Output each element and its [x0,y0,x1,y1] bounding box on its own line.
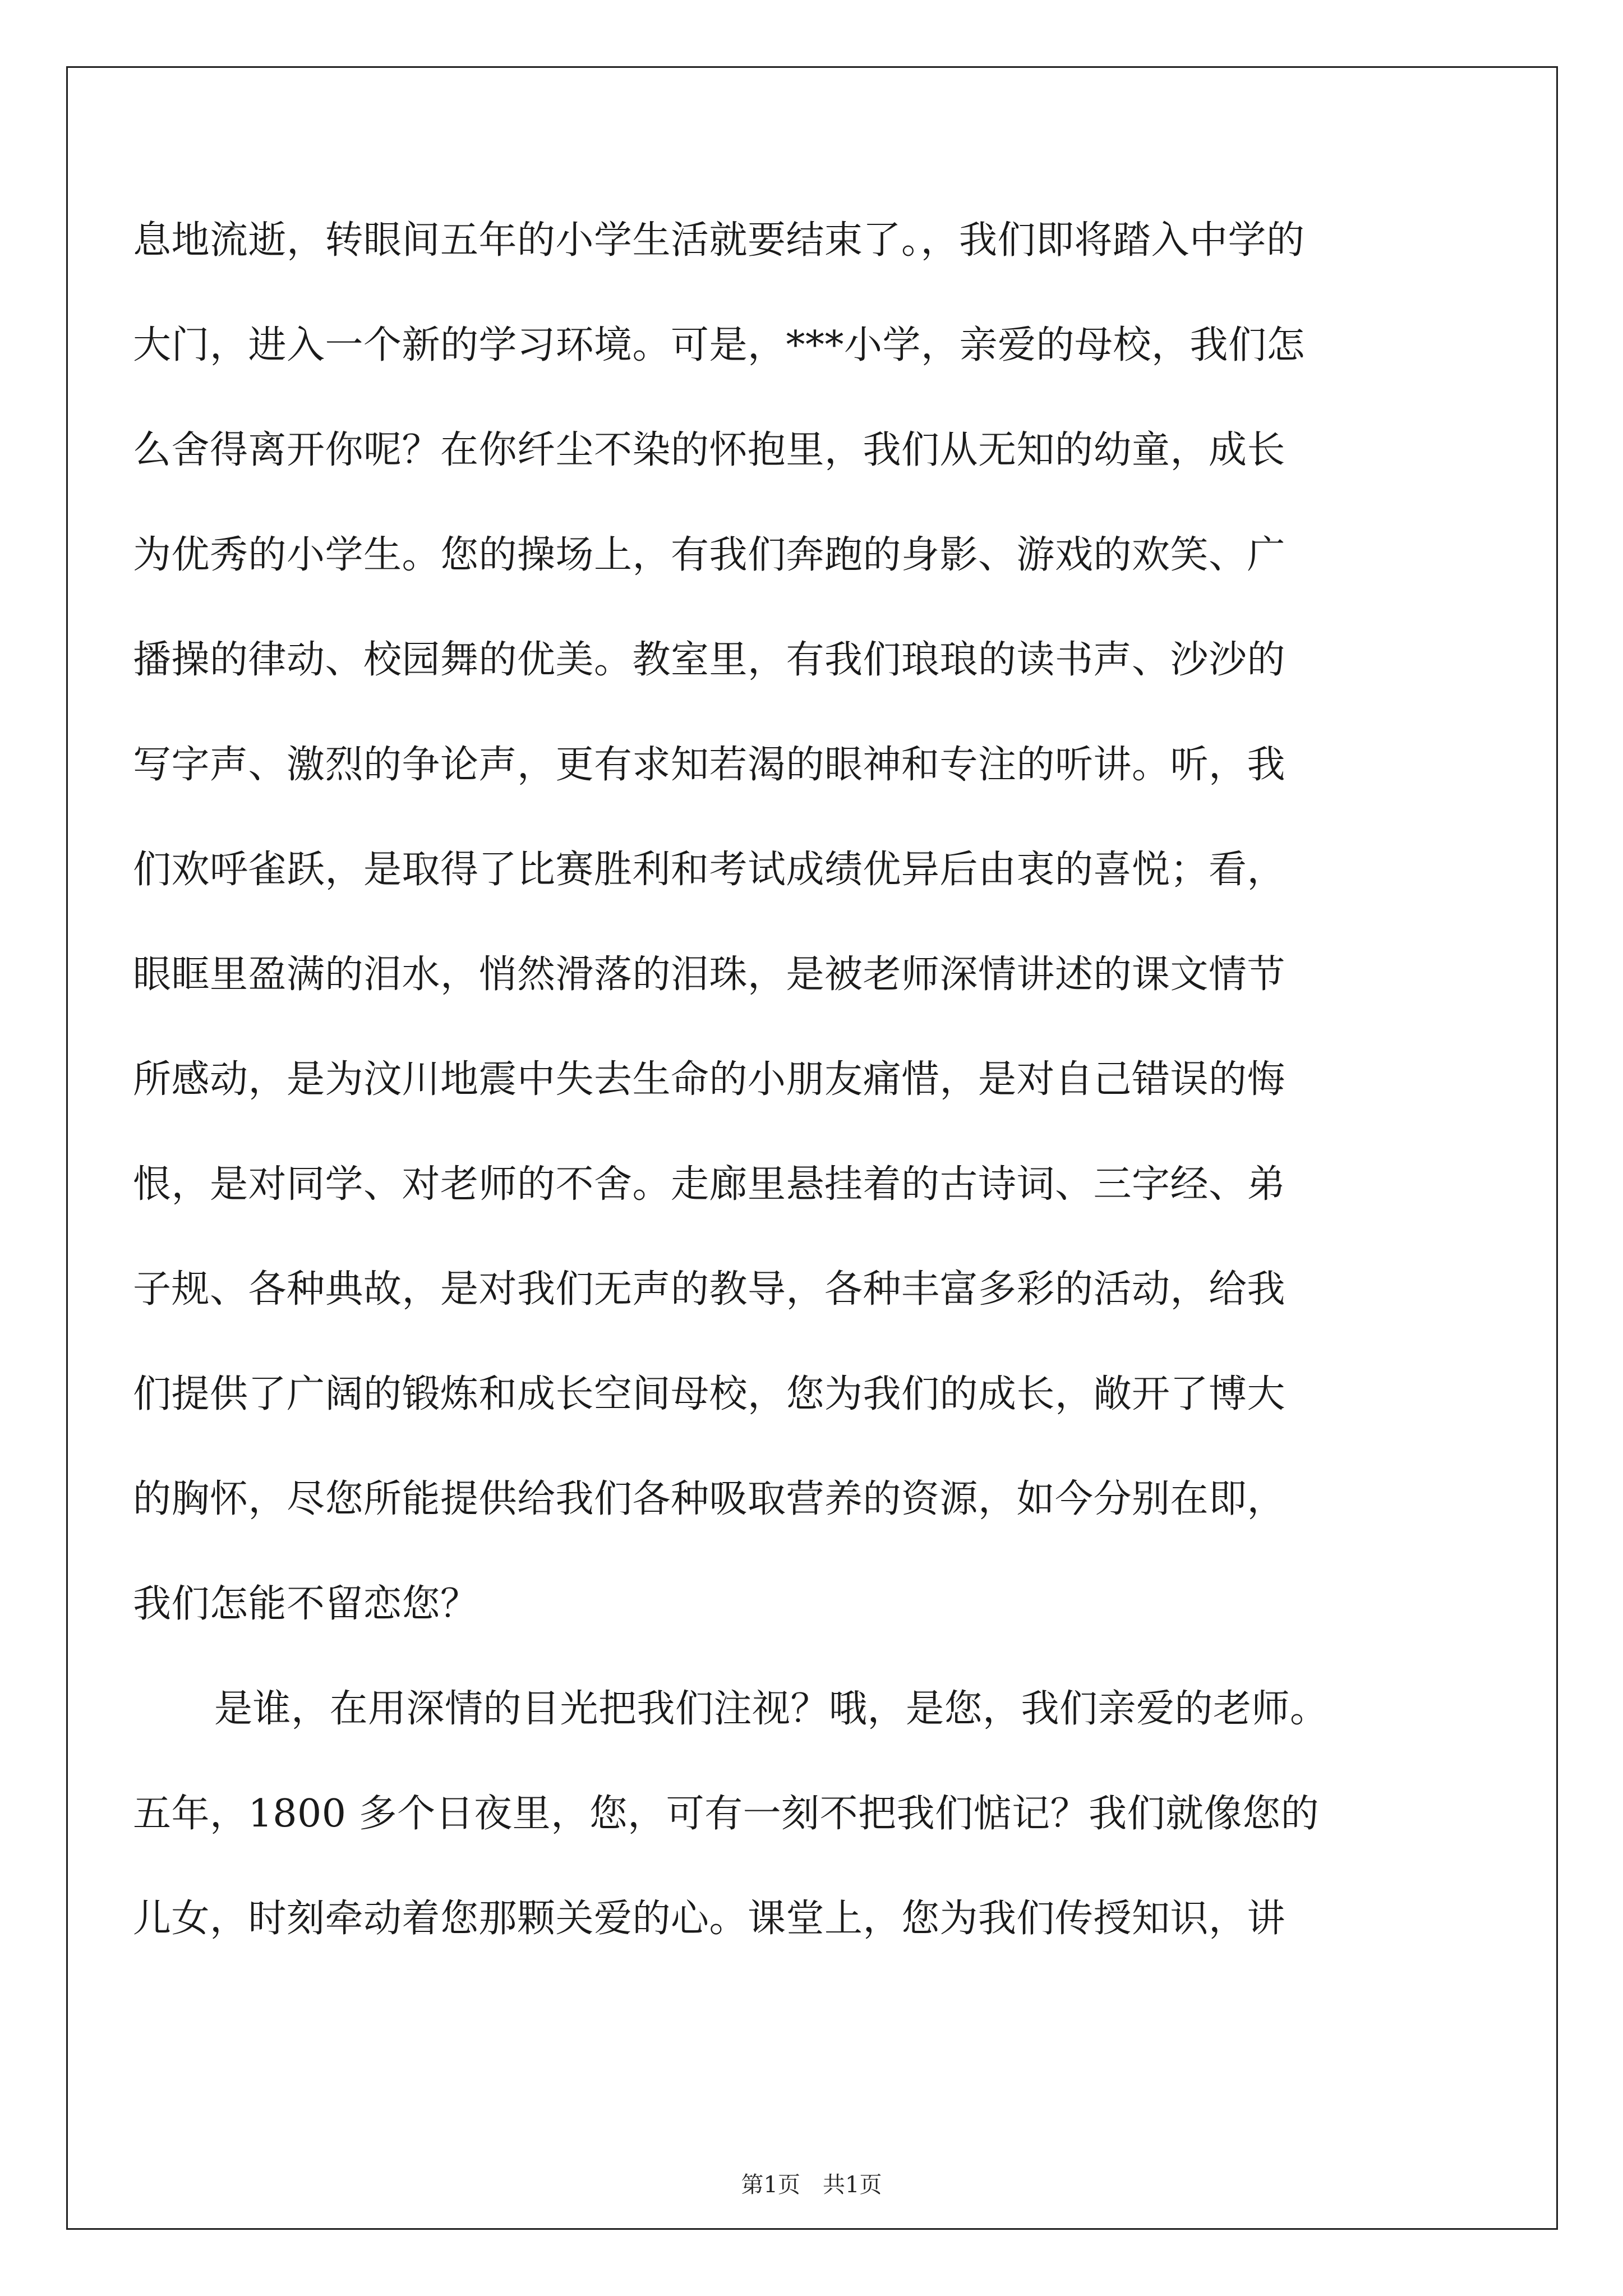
text-line: 所感动，是为汶川地震中失去生命的小朋友痛惜，是对自己错误的悔 [133,1057,1286,1102]
text-line: 儿女，时刻牵动着您那颗关爱的心。课堂上，您为我们传授知识，讲 [133,1897,1286,1941]
page-footer: 第1页 共1页 [741,2172,882,2198]
text-line: 大门，进入一个新的学习环境。可是，***小学，亲爱的母校，我们怎 [133,323,1306,367]
text-line: 眼眶里盈满的泪水，悄然滑落的泪珠，是被老师深情讲述的课文情节 [133,953,1286,997]
text-line: 们提供了广阔的锻炼和成长空间母校，您为我们的成长，敞开了博大 [133,1372,1286,1416]
text-line: 写字声、激烈的争论声，更有求知若渴的眼神和专注的听讲。听，我 [133,743,1286,787]
text-line: 们欢呼雀跃，是取得了比赛胜利和考试成绩优异后由衷的喜悦；看， [133,848,1286,892]
text-line: 为优秀的小学生。您的操场上，有我们奔跑的身影、游戏的欢笑、广 [133,533,1286,577]
text-line: 五年，1800 多个日夜里，您，可有一刻不把我们惦记？我们就像您的 [133,1792,1320,1836]
text-line: 的胸怀，尽您所能提供给我们各种吸取营养的资源，如今分别在即， [133,1477,1286,1521]
text-line: 恨，是对同学、对老师的不舍。走廊里悬挂着的古诗词、三字经、弟 [133,1162,1286,1207]
text-line: 子规、各种典故，是对我们无声的教导，各种丰富多彩的活动，给我 [133,1267,1286,1312]
text-line: 么舍得离开你呢？在你纤尘不染的怀抱里，我们从无知的幼童，成长 [133,428,1286,472]
text-line: 我们怎能不留恋您？ [133,1582,479,1626]
paragraph-first-line: 是谁，在用深情的目光把我们注视？哦，是您，我们亲爱的老师。 [214,1687,1329,1731]
document-body [133,188,1479,1971]
text-line: 播操的律动、校园舞的优美。教室里，有我们琅琅的读书声、沙沙的 [133,638,1286,682]
text-line: 息地流逝，转眼间五年的小学生活就要结束了。，我们即将踏入中学的 [133,218,1305,263]
